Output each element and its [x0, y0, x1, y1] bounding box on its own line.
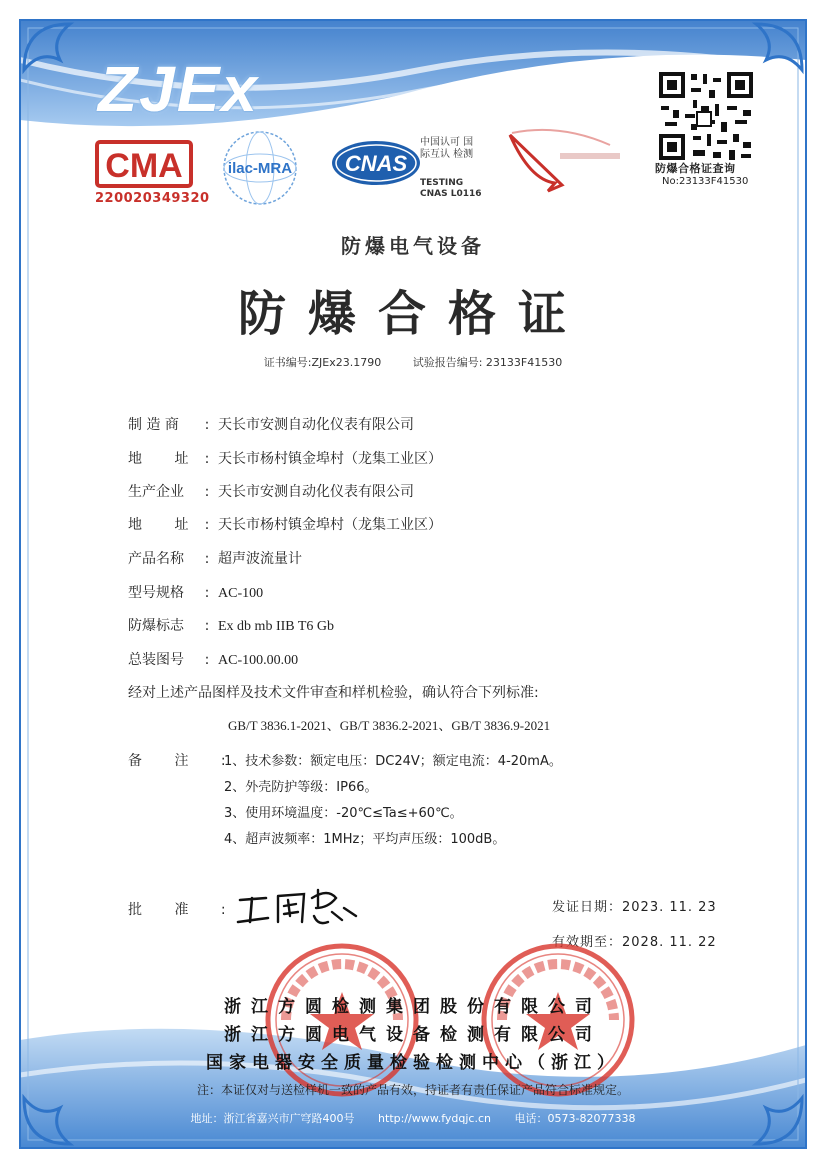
report-number: 试验报告编号: 23133F41530	[412, 356, 563, 369]
footer-website[interactable]: http://www.fydqjc.cn	[378, 1112, 491, 1125]
field-manufacturer: 制 造 商 : 天长市安测自动化仪表有限公司	[128, 414, 414, 434]
field-ex-marking: 防爆标志 : Ex db mb IIB T6 Gb	[128, 615, 334, 635]
certificate-title: 防爆合格证	[237, 286, 588, 342]
field-value: AC-100	[218, 586, 264, 601]
note-item: 4、超声波频率：1MHz；平均声压级：100dB。	[224, 832, 506, 847]
footer-phone: 电话：0573-82077338	[514, 1112, 636, 1125]
ilac-mra-logo	[215, 128, 305, 208]
field-label: 地 址	[128, 517, 189, 533]
field-producer-address: 地 址 : 天长市杨村镇金埠村（龙集工业区）	[128, 514, 442, 534]
cert-number: 证书编号:ZJEx23.1790	[263, 356, 382, 369]
field-label: 产品名称	[128, 551, 184, 567]
inspection-mark-logo	[500, 125, 630, 195]
certificate-subtitle: 防爆电气设备	[341, 234, 485, 258]
field-value: 天长市杨村镇金埠村（龙集工业区）	[218, 451, 442, 467]
qr-number: No:23133F41530	[662, 176, 749, 187]
valid-until: 有效期至：2028. 11. 22	[552, 935, 717, 950]
issue-date: 发证日期：2023. 11. 23	[552, 900, 717, 915]
field-model: 型号规格 : AC-100	[128, 582, 263, 602]
field-value: Ex db mb IIB T6 Gb	[218, 619, 335, 634]
cma-logo	[95, 140, 193, 188]
field-value: 天长市安测自动化仪表有限公司	[218, 484, 414, 500]
field-label: 地 址	[128, 451, 189, 467]
field-value: 超声波流量计	[218, 551, 302, 567]
notes-label: 备 注 :	[128, 753, 226, 769]
cnas-side-text: 中国认可 国际互认 检测	[420, 137, 474, 160]
note-item: 1、技术参数：额定电压：DC24V；额定电流：4-20mA。	[224, 754, 562, 769]
cnas-testing	[420, 178, 482, 200]
svg-text:CMA: CMA	[105, 147, 183, 185]
note-item: 3、使用环境温度：-20℃≤Ta≤+60℃。	[224, 806, 463, 821]
handwritten-signature	[232, 882, 362, 930]
brand-logo: ZJEx	[98, 53, 259, 125]
qr-code[interactable]	[657, 70, 755, 162]
approval-label: 批 准 :	[128, 902, 226, 918]
qr-label: 防爆合格证查询	[655, 162, 736, 175]
footer-note: 注：本证仅对与送检样机一致的产品有效，持证者有责任保证产品符合标准规定。	[196, 1083, 629, 1097]
field-product-name: 产品名称 : 超声波流量计	[128, 548, 302, 568]
field-value: 天长市安测自动化仪表有限公司	[218, 417, 414, 433]
approval-label-text: 批 准	[128, 902, 189, 918]
cnas-code: CNAS L0116	[420, 189, 482, 199]
cnas-logo	[330, 138, 422, 188]
svg-text:CNAS: CNAS	[344, 151, 408, 176]
standards-list: GB/T 3836.1-2021、GB/T 3836.2-2021、GB/T 3836.9-2021	[228, 718, 551, 733]
field-value: AC-100.00.00	[218, 653, 299, 668]
field-label: 制 造 商	[128, 417, 179, 433]
field-drawing-number: 总装图号 : AC-100.00.00	[128, 649, 298, 669]
note-item: 2、外壳防护等级：IP66。	[224, 780, 378, 795]
issuing-org: 国家电器安全质量检验检测中心（浙江）	[206, 1053, 620, 1073]
issuing-org: 浙江方圆检测集团股份有限公司	[224, 997, 602, 1017]
field-label: 防爆标志	[128, 618, 184, 634]
field-label: 生产企业	[128, 484, 184, 500]
field-manufacturer-address: 地 址 : 天长市杨村镇金埠村（龙集工业区）	[128, 448, 442, 468]
cma-code: 220020349320	[95, 191, 210, 206]
certificate-numbers	[0, 354, 826, 370]
cnas-testing-label: TESTING	[420, 178, 464, 188]
svg-text:ilac-MRA: ilac-MRA	[227, 160, 293, 177]
field-label: 型号规格	[128, 585, 184, 601]
notes-label-text: 备 注	[128, 753, 189, 769]
footer-contact	[0, 1110, 826, 1126]
field-producer: 生产企业 : 天长市安测自动化仪表有限公司	[128, 481, 414, 501]
field-value: 天长市杨村镇金埠村（龙集工业区）	[218, 517, 442, 533]
footer-address: 地址：浙江省嘉兴市广穹路400号	[190, 1112, 355, 1125]
field-label: 总装图号	[128, 652, 184, 668]
standards-intro: 经对上述产品图样及技术文件审查和样机检验，确认符合下列标准:	[128, 685, 539, 701]
issuing-org: 浙江方圆电气设备检测有限公司	[224, 1025, 602, 1045]
